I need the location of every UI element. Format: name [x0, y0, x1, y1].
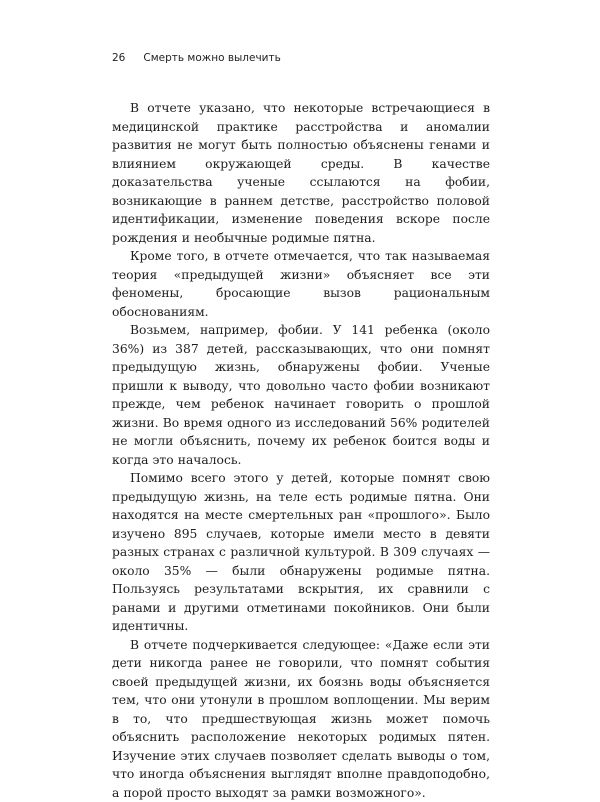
- paragraph-1: В отчете указано, что некоторые встречающиеся в медицинской практике расстройства и аномалии развития не могут быть полностью объяснены генами и влиянием окружающей среды. В качестве доказательства ученые ссылаются на фобии, возникающие в раннем детстве, расстройство половой идентификации, изменение поведения вскоре после рождения и необычные родимые пятна.: [112, 99, 490, 247]
- body-text: [112, 99, 490, 802]
- paragraph-5: В отчете подчеркивается следующее: «Даже если эти дети никогда ранее не говорили, что помнят события своей предыдущей жизни, их боязнь воды объясняется тем, что они утонули в прошлом воплощении. Мы верим в то, что предшествующая жизнь может помочь объяснить расположение некоторых родимых пятен. Изучение этих случаев позволяет сделать выводы о том, что иногда объяснения выглядят вполне правдоподобно, а порой просто выходят за рамки возможного».: [112, 636, 490, 802]
- paragraph-2: Кроме того, в отчете отмечается, что так называемая теория «предыдущей жизни» объясняет все эти феномены, бросающие вызов рациональным обоснованиям.: [112, 247, 490, 321]
- running-header: [112, 52, 281, 64]
- paragraph-4: Помимо всего этого у детей, которые помнят свою предыдущую жизнь, на теле есть родимые пятна. Они находятся на месте смертельных ран «прошлого». Было изучено 895 случаев, которые имели место в девяти разных странах с различной культурой. В 309 случаях — около 35% — были обнаружены родимые пятна. Пользуясь результатами вскрытия, их сравнили с ранами и другими отметинами покойников. Они были идентичны.: [112, 469, 490, 636]
- paragraph-3: Возьмем, например, фобии. У 141 ребенка (около 36%) из 387 детей, рассказывающих, что они помнят предыдущую жизнь, обнаружены фобии. Ученые пришли к выводу, что довольно часто фобии возникают прежде, чем ребенок начинает говорить о прошлой жизни. Во время одного из исследований 56% родителей не могли объяснить, почему их ребенок боится воды и когда это началось.: [112, 321, 490, 469]
- page-number: 26: [112, 52, 125, 64]
- running-title: Смерть можно вылечить: [143, 52, 280, 64]
